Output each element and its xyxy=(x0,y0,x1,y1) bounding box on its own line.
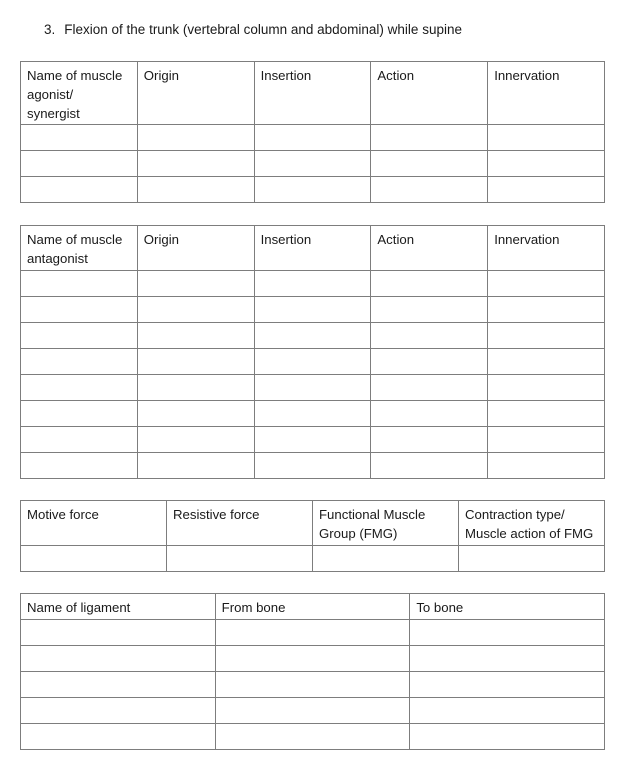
table-row xyxy=(21,297,605,323)
table-row xyxy=(21,375,605,401)
table-row xyxy=(21,672,605,698)
column-header-label: Name of muscle agonist/ synergist xyxy=(27,68,123,121)
blank-answer-cell[interactable] xyxy=(137,125,254,151)
blank-answer-cell[interactable] xyxy=(21,151,138,177)
blank-answer-cell[interactable] xyxy=(254,375,371,401)
blank-answer-cell[interactable] xyxy=(21,323,138,349)
blank-answer-cell[interactable] xyxy=(137,453,254,479)
blank-answer-cell[interactable] xyxy=(21,177,138,203)
blank-answer-cell[interactable] xyxy=(254,125,371,151)
column-header-label: Origin xyxy=(143,68,179,83)
table-row xyxy=(21,724,605,750)
blank-answer-cell[interactable] xyxy=(410,698,605,724)
blank-answer-cell[interactable] xyxy=(21,427,138,453)
ligament-table xyxy=(20,593,605,750)
blank-answer-cell[interactable] xyxy=(488,151,605,177)
blank-answer-cell[interactable] xyxy=(137,177,254,203)
table-row xyxy=(21,125,605,151)
agonist-table xyxy=(20,61,605,203)
blank-answer-cell[interactable] xyxy=(371,297,488,323)
column-header xyxy=(254,226,371,271)
column-header xyxy=(488,226,605,271)
table-row xyxy=(21,427,605,453)
section-heading xyxy=(44,20,462,40)
table-row xyxy=(21,177,605,203)
blank-answer-cell[interactable] xyxy=(21,620,216,646)
blank-answer-cell[interactable] xyxy=(371,323,488,349)
blank-answer-cell[interactable] xyxy=(21,646,216,672)
blank-answer-cell[interactable] xyxy=(371,401,488,427)
blank-answer-cell[interactable] xyxy=(371,271,488,297)
blank-answer-cell[interactable] xyxy=(488,375,605,401)
blank-answer-cell[interactable] xyxy=(21,125,138,151)
blank-answer-cell[interactable] xyxy=(488,177,605,203)
column-header xyxy=(254,62,371,125)
blank-answer-cell[interactable] xyxy=(215,724,410,750)
column-header-label: Action xyxy=(377,232,415,247)
blank-answer-cell[interactable] xyxy=(371,375,488,401)
blank-answer-cell[interactable] xyxy=(137,323,254,349)
blank-answer-cell[interactable] xyxy=(254,427,371,453)
column-header-label: Insertion xyxy=(260,68,312,83)
table-header-row xyxy=(21,62,605,125)
blank-answer-cell[interactable] xyxy=(254,349,371,375)
blank-answer-cell[interactable] xyxy=(254,151,371,177)
column-header-label: Name of ligament xyxy=(27,600,131,615)
blank-answer-cell[interactable] xyxy=(21,546,167,572)
column-header xyxy=(21,226,138,271)
blank-answer-cell[interactable] xyxy=(215,698,410,724)
column-header xyxy=(137,226,254,271)
table-row xyxy=(21,401,605,427)
column-header xyxy=(21,62,138,125)
blank-answer-cell[interactable] xyxy=(488,297,605,323)
blank-answer-cell[interactable] xyxy=(167,546,313,572)
blank-answer-cell[interactable] xyxy=(371,125,488,151)
blank-answer-cell[interactable] xyxy=(488,323,605,349)
blank-answer-cell[interactable] xyxy=(21,672,216,698)
blank-answer-cell[interactable] xyxy=(410,646,605,672)
blank-answer-cell[interactable] xyxy=(21,453,138,479)
blank-answer-cell[interactable] xyxy=(459,546,605,572)
column-header-label: Innervation xyxy=(494,232,560,247)
column-header xyxy=(459,501,605,546)
column-header-label: To bone xyxy=(416,600,464,615)
column-header-label: Name of muscle antagonist xyxy=(27,232,123,266)
blank-answer-cell[interactable] xyxy=(488,271,605,297)
column-header-label: Functional Muscle Group (FMG) xyxy=(319,507,426,541)
blank-answer-cell[interactable] xyxy=(371,349,488,375)
column-header-label: Motive force xyxy=(27,507,99,522)
table-row xyxy=(21,453,605,479)
blank-answer-cell[interactable] xyxy=(410,620,605,646)
column-header xyxy=(137,62,254,125)
force-table xyxy=(20,500,605,572)
blank-answer-cell[interactable] xyxy=(21,271,138,297)
table-row xyxy=(21,151,605,177)
column-header-label: Contraction type/ Muscle action of FMG xyxy=(465,507,594,541)
table-header-row xyxy=(21,226,605,271)
blank-answer-cell[interactable] xyxy=(137,349,254,375)
blank-answer-cell[interactable] xyxy=(215,646,410,672)
table-row xyxy=(21,698,605,724)
column-header-label: Innervation xyxy=(494,68,560,83)
blank-answer-cell[interactable] xyxy=(371,453,488,479)
blank-answer-cell[interactable] xyxy=(371,177,488,203)
column-header xyxy=(215,594,410,620)
blank-answer-cell[interactable] xyxy=(410,672,605,698)
blank-answer-cell[interactable] xyxy=(137,401,254,427)
blank-answer-cell[interactable] xyxy=(254,177,371,203)
blank-answer-cell[interactable] xyxy=(254,453,371,479)
blank-answer-cell[interactable] xyxy=(488,349,605,375)
column-header xyxy=(410,594,605,620)
column-header xyxy=(371,226,488,271)
blank-answer-cell[interactable] xyxy=(254,271,371,297)
table-row xyxy=(21,349,605,375)
column-header xyxy=(313,501,459,546)
blank-answer-cell[interactable] xyxy=(21,724,216,750)
column-header xyxy=(21,501,167,546)
blank-answer-cell[interactable] xyxy=(254,401,371,427)
table-row xyxy=(21,546,605,572)
column-header-label: Resistive force xyxy=(173,507,260,522)
table-header-row xyxy=(21,594,605,620)
column-header xyxy=(167,501,313,546)
blank-answer-cell[interactable] xyxy=(488,453,605,479)
blank-answer-cell[interactable] xyxy=(371,151,488,177)
column-header xyxy=(371,62,488,125)
column-header-label: Origin xyxy=(143,232,179,247)
blank-answer-cell[interactable] xyxy=(254,323,371,349)
column-header-label: From bone xyxy=(221,600,286,615)
blank-answer-cell[interactable] xyxy=(488,401,605,427)
section-title: Flexion of the trunk (vertebral column and abdominal) while supine xyxy=(64,22,462,37)
section-number: 3. xyxy=(44,22,56,37)
blank-answer-cell[interactable] xyxy=(215,620,410,646)
table-row xyxy=(21,271,605,297)
table-header-row xyxy=(21,501,605,546)
blank-answer-cell[interactable] xyxy=(410,724,605,750)
antagonist-table xyxy=(20,225,605,479)
blank-answer-cell[interactable] xyxy=(254,297,371,323)
column-header xyxy=(488,62,605,125)
blank-answer-cell[interactable] xyxy=(313,546,459,572)
blank-answer-cell[interactable] xyxy=(21,349,138,375)
table-row xyxy=(21,620,605,646)
column-header-label: Insertion xyxy=(260,232,312,247)
blank-answer-cell[interactable] xyxy=(215,672,410,698)
blank-answer-cell[interactable] xyxy=(137,297,254,323)
blank-answer-cell[interactable] xyxy=(137,375,254,401)
column-header xyxy=(21,594,216,620)
table-row xyxy=(21,323,605,349)
table-row xyxy=(21,646,605,672)
column-header-label: Action xyxy=(377,68,415,83)
blank-answer-cell[interactable] xyxy=(21,297,138,323)
blank-answer-cell[interactable] xyxy=(488,427,605,453)
blank-answer-cell[interactable] xyxy=(488,125,605,151)
blank-answer-cell[interactable] xyxy=(137,427,254,453)
blank-answer-cell[interactable] xyxy=(21,401,138,427)
blank-answer-cell[interactable] xyxy=(371,427,488,453)
blank-answer-cell[interactable] xyxy=(21,375,138,401)
blank-answer-cell[interactable] xyxy=(137,271,254,297)
blank-answer-cell[interactable] xyxy=(21,698,216,724)
blank-answer-cell[interactable] xyxy=(137,151,254,177)
